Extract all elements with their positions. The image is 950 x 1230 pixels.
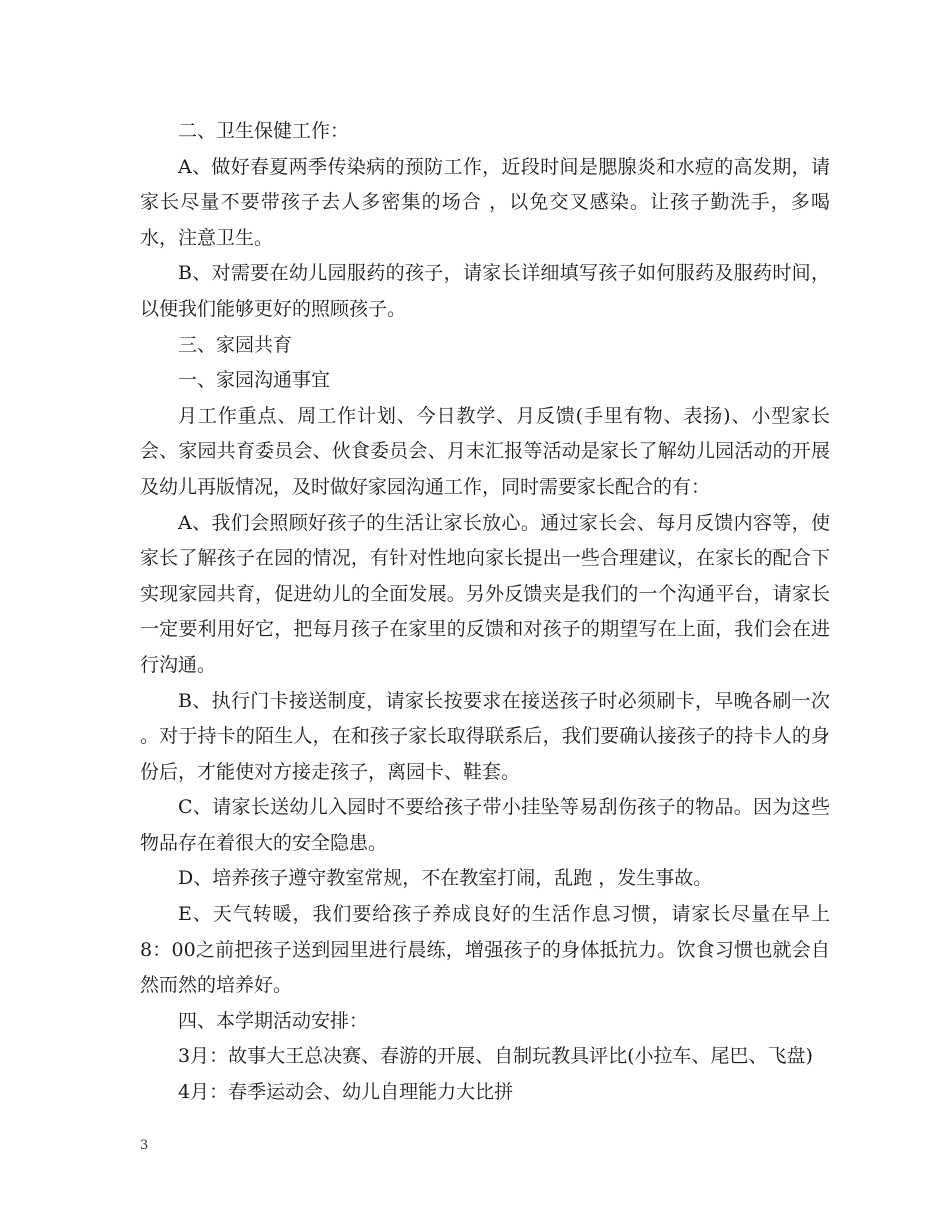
document-body [140,114,830,1111]
activity-march: 3月：故事大王总决赛、春游的开展、自制玩教具评比(小拉车、尾巴、飞盘) [178,1045,813,1068]
section-heading-home-school: 三、家园共育 [178,333,293,356]
page-number: 3 [140,1138,149,1153]
section-heading-activities: 四、本学期活动安排： [178,1009,369,1032]
paragraph-communication-intro: 月工作重点、周工作计划、今日教学、月反馈(手里有物、表扬)、小型家长会、家园共育委员会、伙食委员会、月末汇报等活动是家长了解幼儿园活动的开展及幼儿再版情况，及时做好家园沟通工作，同时需要家长配合的有： [140,404,830,498]
paragraph-communication-c: C、请家长送幼儿入园时不要给孩子带小挂坠等易刮伤孩子的物品。因为这些物品存在着很大的安全隐患。 [140,796,830,854]
paragraph-hygiene-a: A、做好春夏两季传染病的预防工作，近段时间是腮腺炎和水痘的高发期，请家长尽量不要带孩子去人多密集的场合 ，以免交叉感染。让孩子勤洗手，多喝水，注意卫生。 [140,155,830,249]
paragraph-communication-e: E、天气转暖，我们要给孩子养成良好的生活作息习惯，请家长尽量在早上8：00之前把孩子送到园里进行晨练，增强孩子的身体抵抗力。饮食习惯也就会自然而然的培养好。 [140,903,830,997]
paragraph-communication-b: B、执行门卡接送制度，请家长按要求在接送孩子时必须刷卡，早晚各刷一次 。对于持卡的陌生人，在和孩子家长取得联系后，我们要确认接孩子的持卡人的身份后，才能使对方接走孩子，离园卡、鞋套。 [140,689,830,783]
paragraph-communication-d: D、培养孩子遵守教室常规，不在教室打闹，乱跑 ，发生事故。 [178,867,713,890]
paragraph-hygiene-b: B、对需要在幼儿园服药的孩子，请家长详细填写孩子如何服药及服药时间，以便我们能够更好的照顾孩子。 [140,262,830,320]
activity-april: 4月：春季运动会、幼儿自理能力大比拼 [178,1081,514,1104]
section-heading-hygiene: 二、卫生保健工作： [178,120,350,142]
paragraph-communication-a: A、我们会照顾好孩子的生活让家长放心。通过家长会、每月反馈内容等，使家长了解孩子在园的情况，有针对性地向家长提出一些合理建议，在家长的配合下实现家园共育，促进幼儿的全面发展。另外反馈夹是我们的一个沟通平台，请家长一定要利用好它，把每月孩子在家里的反馈和对孩子的期望写在上面，我们会在进行沟通。 [140,511,830,676]
subheading-communication: 一、家园沟通事宜 [178,369,331,392]
